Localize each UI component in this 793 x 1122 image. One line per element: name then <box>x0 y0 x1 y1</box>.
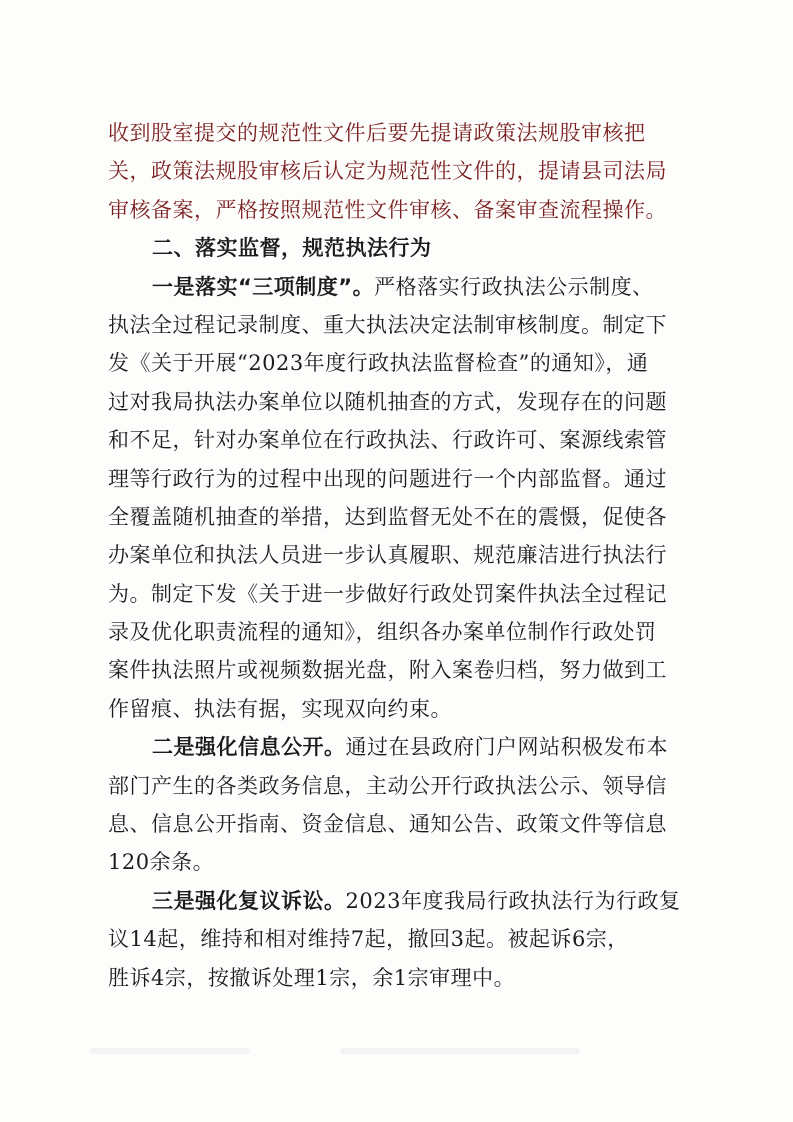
item1-line: 为。制定下发《关于进一步做好行政处罚案件执法全过程记 <box>108 581 667 606</box>
item1-line: 作留痕、执法有据，实现双向约束。 <box>108 696 452 721</box>
item3-first-line-text: 2023年度我局行政执法行为行政复 <box>345 888 681 913</box>
item3-first-line <box>108 882 690 920</box>
item1-lead: 一是落实“三项制度”。 <box>152 274 375 299</box>
item1-line: 过对我局执法办案单位以随机抽查的方式，发现存在的问题 <box>108 389 667 414</box>
item2-line: 部门产生的各类政务信息，主动公开行政执法公示、领导信 <box>108 773 667 798</box>
item2-line: 息、信息公开指南、资金信息、通知公告、政策文件等信息 <box>108 812 667 837</box>
item1-line: 全覆盖随机抽查的举措，达到监督无处不在的震慑，促使各 <box>108 504 667 529</box>
intro-line: 审核备案，严格按照规范性文件审核、备案审查流程操作。 <box>108 197 667 222</box>
scan-smudge <box>340 1048 580 1054</box>
item3-line: 议14起，维持和相对维持7起，撤回3起。被起诉6宗， <box>108 927 629 952</box>
intro-line: 关，政策法规股审核后认定为规范性文件的，提请县司法局 <box>108 159 667 184</box>
item1-first-line <box>108 268 690 306</box>
item2-first-line <box>108 728 690 766</box>
document-body <box>108 114 690 997</box>
item1-line: 录及优化职责流程的通知》，组织各办案单位制作行政处罚 <box>108 620 657 645</box>
item1-line: 和不足，针对办案单位在行政执法、行政许可、案源线索管 <box>108 428 667 453</box>
item2-lead: 二是强化信息公开。 <box>152 735 346 760</box>
item2-line: 120余条。 <box>108 850 215 875</box>
item1-line: 案件执法照片或视频数据光盘，附入案卷归档，努力做到工 <box>108 658 667 683</box>
item1-line: 理等行政行为的过程中出现的问题进行一个内部监督。通过 <box>108 466 667 491</box>
item1-first-line-text: 严格落实行政执法公示制度、 <box>374 274 654 299</box>
item2-first-line-text: 通过在县政府门户网站积极发布本 <box>345 735 668 760</box>
item1-line: 执法全过程记录制度、重大执法决定法制审核制度。制定下 <box>108 312 667 337</box>
item3-line: 胜诉4宗，按撤诉处理1宗，余1宗审理中。 <box>108 965 516 990</box>
scan-smudge <box>90 1048 250 1054</box>
item1-line: 发《关于开展“2023年度行政执法监督检查”的通知》，通 <box>108 351 649 376</box>
item3-lead: 三是强化复议诉讼。 <box>152 888 346 913</box>
item1-line: 办案单位和执法人员进一步认真履职、规范廉洁进行执法行 <box>108 543 667 568</box>
section-heading: 二、落实监督，规范执法行为 <box>152 236 432 261</box>
intro-line: 收到股室提交的规范性文件后要先提请政策法规股审核把 <box>108 121 646 145</box>
